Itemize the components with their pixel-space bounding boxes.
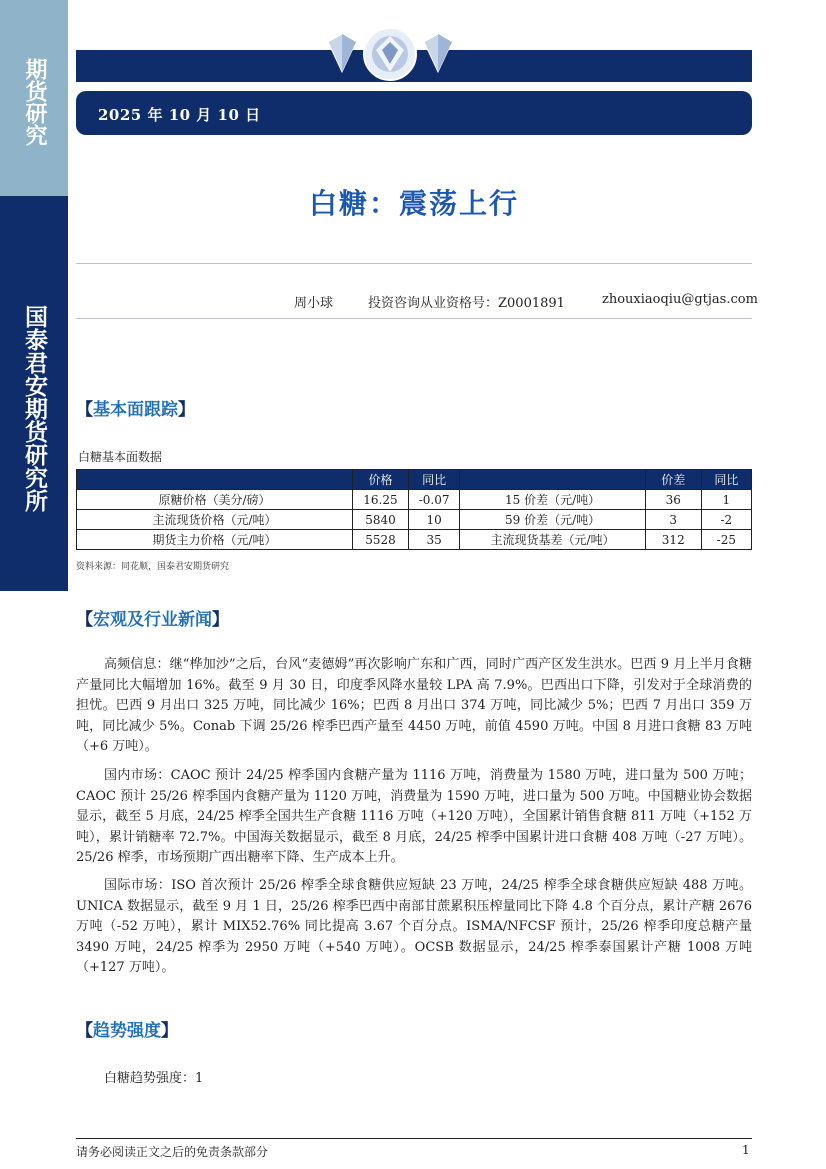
section-heading-trend — [76, 1016, 178, 1041]
table-header-row — [77, 470, 752, 490]
table-cell: 36 — [645, 490, 701, 510]
sidebar-label-institute: 国泰君安期货研究所 — [21, 305, 48, 512]
table-cell: 主流现货价格（元/吨） — [77, 510, 353, 530]
news-paragraph-domestic: 国内市场：CAOC 预计 24/25 榨季国内食糖产量为 1116 万吨，消费量为 1580 万吨，进口量为 500 万吨；CAOC 预计 25/26 榨季国内食糖产量为 1120 万吨，消费量为 1590 万吨，进口量为 500 万吨。中国糖业协会数据显示，截至 5 月底，24/25 榨季全国共生产食糖 1116 万吨（+120 万吨），全国累计销售食糖 811 万吨（+152 万吨），累计销糖率 72.7%。中国海关数据显示，截至 8 月底，24/25 榨季中国累计进口食糖 408 万吨（-27 万吨）。25/26 榨季，市场预期广西出糖率下降、生产成本上升。 — [76, 768, 752, 865]
footer-disclaimer: 请务必阅读正文之后的免责条款部分 — [76, 1145, 269, 1159]
author-email[interactable]: zhouxiaoqiu@gtjas.com — [602, 292, 758, 307]
report-title: 白糖：震荡上行 — [308, 187, 519, 220]
table-cell: 16.25 — [353, 490, 409, 510]
table-caption: 白糖基本面数据 — [78, 450, 163, 464]
header-cell — [460, 470, 646, 490]
section-heading-text: 基本面跟踪 — [93, 400, 178, 420]
section-heading-news — [76, 605, 229, 630]
fundamentals-table — [76, 469, 752, 550]
table-row — [77, 490, 752, 510]
table-cell: -25 — [701, 530, 751, 550]
author-divider — [76, 318, 752, 319]
table-cell: 期货主力价格（元/吨） — [77, 530, 353, 550]
news-paragraph-international: 国际市场：ISO 首次预计 25/26 榨季全球食糖供应短缺 23 万吨，24/25 榨季全球食糖供应短缺 488 万吨。UNICA 数据显示，截至 9 月 1 日，25/26 榨季巴西中南部甘蔗累积压榨量同比下降 4.8 个百分点，累计产糖 2676 万吨（-52 万吨），累计 MIX52.76% 同比提高 3.67 个百分点。ISMA/NFCSF 预计，25/26 榨季印度总糖产量 3490 万吨，24/25 榨季为 2950 万吨（+540 万吨）。OCSB 数据显示，24/25 榨季泰国累计产糖 1008 万吨（+127 万吨）。 — [76, 878, 752, 975]
author-name: 周小球 — [294, 296, 334, 311]
bracket-open: 【 — [76, 610, 93, 630]
header-cell: 价差 — [645, 470, 701, 490]
bracket-open: 【 — [76, 400, 93, 420]
table-cell: -0.07 — [408, 490, 459, 510]
author-qualification: 投资咨询从业资格号：Z0001891 — [368, 296, 565, 311]
table-cell: 主流现货基差（元/吨） — [460, 530, 646, 550]
page-number: 1 — [742, 1143, 750, 1157]
table-cell: 1 — [701, 490, 751, 510]
table-cell: 35 — [408, 530, 459, 550]
title-divider — [76, 263, 752, 264]
table-source: 资料来源：同花顺，国泰君安期货研究 — [76, 562, 230, 572]
table-cell: -2 — [701, 510, 751, 530]
table-cell: 5840 — [353, 510, 409, 530]
bracket-close: 】 — [212, 610, 229, 630]
table-cell: 原糖价格（美分/磅） — [77, 490, 353, 510]
table-cell: 5528 — [353, 530, 409, 550]
header-cell — [77, 470, 353, 490]
report-date: 2025 年 10 月 10 日 — [98, 106, 261, 124]
bracket-close: 】 — [178, 400, 195, 420]
table-cell: 3 — [645, 510, 701, 530]
sidebar-label-futures-research: 期货研究 — [22, 58, 48, 146]
footer-divider — [76, 1138, 752, 1139]
trend-strength: 白糖趋势强度：1 — [104, 1071, 204, 1086]
header-cell: 同比 — [701, 470, 751, 490]
gem-logo-icon — [320, 22, 460, 84]
table-row — [77, 510, 752, 530]
bracket-close: 】 — [161, 1021, 178, 1041]
section-heading-text: 宏观及行业新闻 — [93, 610, 212, 630]
header-cell: 价格 — [353, 470, 409, 490]
header-cell: 同比 — [408, 470, 459, 490]
table-cell: 59 价差（元/吨） — [460, 510, 646, 530]
table-row — [77, 530, 752, 550]
section-heading-fundamentals — [76, 395, 195, 420]
table-cell: 15 价差（元/吨） — [460, 490, 646, 510]
table-cell: 312 — [645, 530, 701, 550]
news-paragraph-high-frequency: 高频信息：继“桦加沙”之后，台风“麦德姆”再次影响广东和广西，同时广西产区发生洪水。巴西 9 月上半月食糖产量同比大幅增加 16%。截至 9 月 30 日，印度季风降水量较 LPA 高 7.9%。巴西出口下降，引发对于全球消费的担忧。巴西 9 月出口 325 万吨，同比减少 16%；巴西 8 月出口 374 万吨，同比减少 5%；巴西 7 月出口 359 万吨，同比减少 5%。Conab 下调 25/26 榨季巴西产量至 4450 万吨，前值 4590 万吨。中国 8 月进口食糖 83 万吨（+6 万吨）。 — [76, 657, 752, 754]
bracket-open: 【 — [76, 1021, 93, 1041]
table-cell: 10 — [408, 510, 459, 530]
section-heading-text: 趋势强度 — [93, 1021, 161, 1041]
